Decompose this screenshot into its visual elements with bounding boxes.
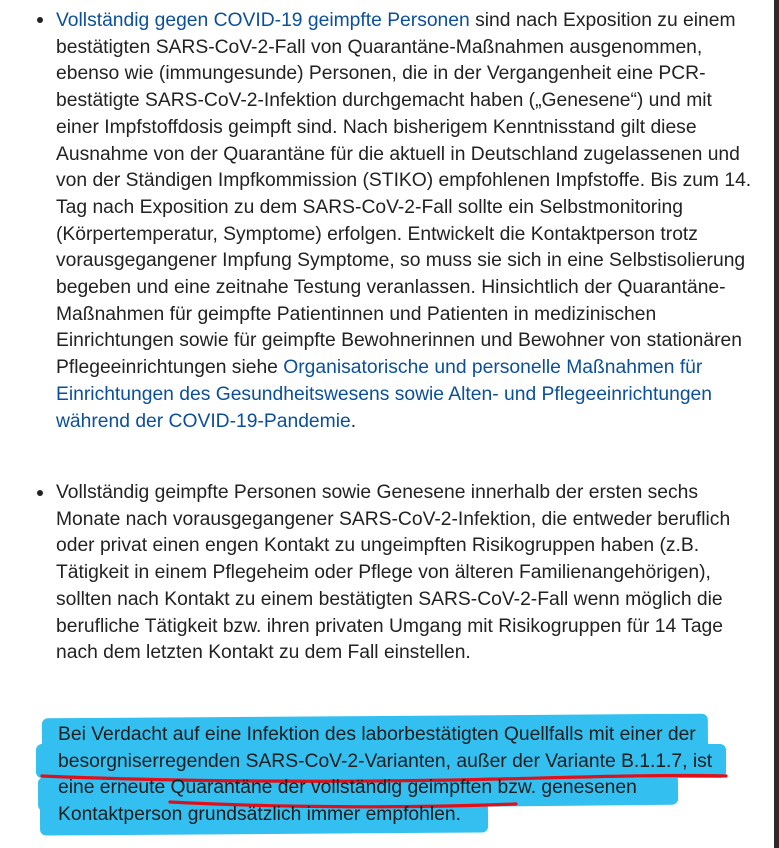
highlighted-paragraph: Bei Verdacht auf eine Infektion des laborbestätigten Quellfalls mit einer der besorgniserregenden SARS-CoV-2-Varianten, außer der Variante B.1.1.7, ist eine erneute Quarantäne der vollständig geimpften bzw. genesenen Kontaktperson grundsätzlich immer empfohlen. <box>58 724 713 826</box>
bullet-icon <box>37 17 43 23</box>
list-item-text: Vollständig geimpfte Personen sowie Genesene innerhalb der ersten sechs Monate nach vorausgegangener SARS-CoV-2-Infektion, die entweder beruflich oder privat einen engen Kontakt zu ungeimpften Risikogruppen haben (z.B. Tätigkeit in einem Pflegeheim oder Pflege von älteren Familienangehörigen), sollten nach Kontakt zu einem bestätigten SARS-CoV-2-Fall wenn möglich die berufliche Tätigkeit bzw. ihren privaten Umgang mit Risikogruppen für 14 Tage nach dem letzten Kontakt zu dem Fall einstellen. <box>56 482 731 664</box>
bullet-icon <box>37 490 43 496</box>
page-right-border <box>774 0 779 848</box>
paragraph-text: sind nach Exposition zu einem bestätigten SARS-CoV-2-Fall von Quarantäne-Maßnahmen ausgenommen, ebenso wie (immungesunde) Personen, die in der Vergangenheit eine PCR-bestätigte SARS-CoV-2-Infektion durchgemacht haben („Genesene“) und mit einer Impfstoffdosis geimpft sind. Nach bisherigem Kenntnisstand gilt diese Ausnahme von der Quarantäne für die aktuell in Deutschland zugelassenen und von der Ständigen Impfkommission (STIKO) empfohlenen Impfstoffe. Bis zum 14. Tag nach Exposition zu dem SARS-CoV-2-Fall sollte ein Selbstmonitoring (Körpertemperatur, Symptome) erfolgen. Entwickelt die Kontaktperson trotz vorausgegangener Impfung Symptome, so muss sie sich in eine Selbstisolierung begeben und eine zeitnahe Testung veranlassen. Hinsichtlich der Quarantäne-Maßnahmen für geimpfte Patientinnen und Patienten in medizinischen Einrichtungen sowie für geimpfte Bewohnerinnen und Bewohner von stationären Pflegeeinrichtungen siehe <box>56 10 752 379</box>
link-organisatorische-massnahmen[interactable]: Organisatorische und personelle Maßnahmen für Einrichtungen des Gesundheitswesens sowie Alten- und Pflegeeinrichtungen während der COVID-19-Pandemie <box>56 357 712 432</box>
link-covid19-geimpfte-personen[interactable]: Vollständig gegen COVID-19 geimpfte Personen <box>56 10 470 31</box>
list-item-text <box>56 8 756 435</box>
paragraph-end: . <box>350 410 357 432</box>
highlighted-note <box>36 716 736 836</box>
